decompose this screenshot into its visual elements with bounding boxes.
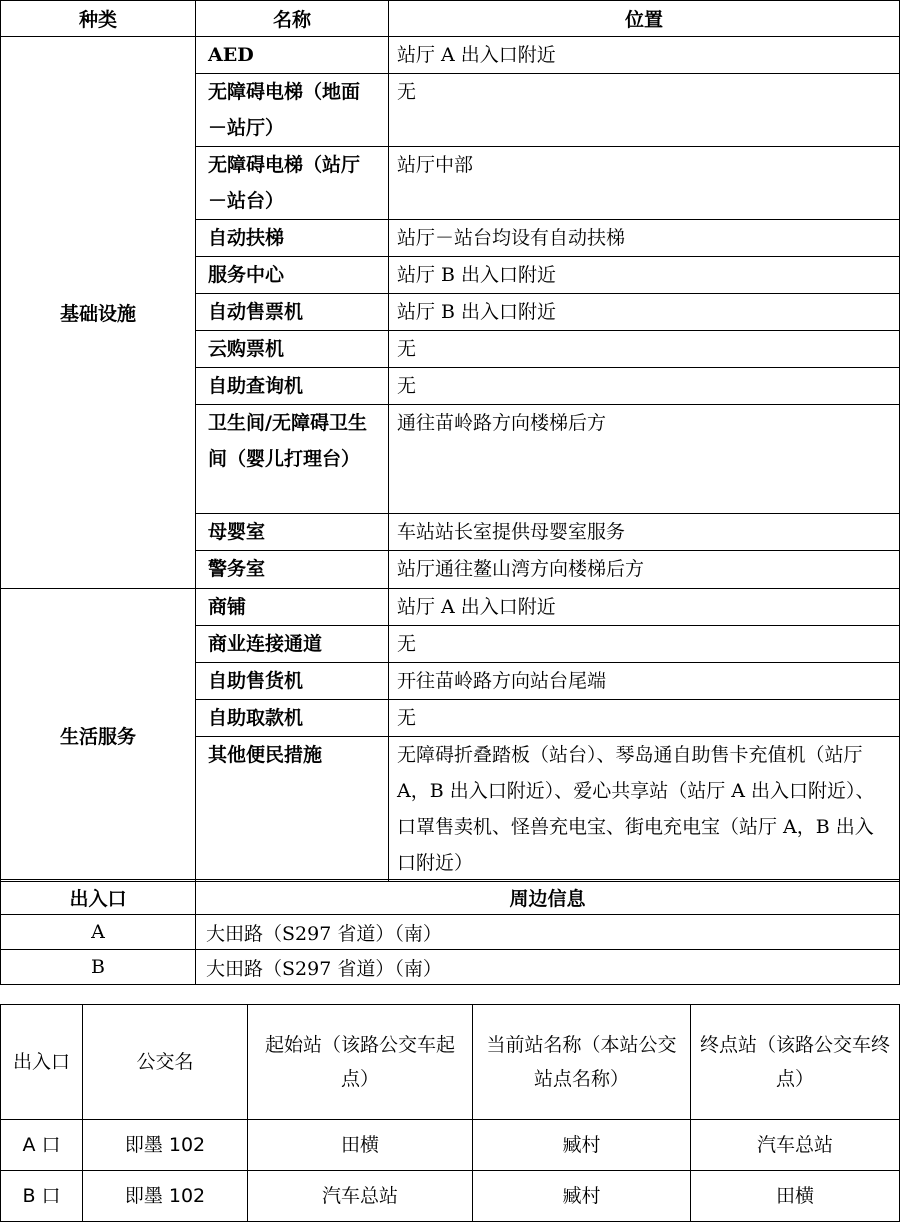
bus-table (0, 1004, 900, 1222)
exit-cell: A (1, 915, 196, 950)
facility-name: 服务中心 (196, 257, 389, 294)
table-row (1, 589, 900, 626)
facility-location: 站厅中部 (389, 147, 900, 220)
header-origin: 起始站（该路公交车起点） (248, 1005, 473, 1120)
facility-location: 站厅－站台均设有自动扶梯 (389, 220, 900, 257)
facility-location: 无 (389, 74, 900, 147)
facility-name: 商铺 (196, 589, 389, 626)
surroundings-cell: 大田路（S297 省道）（南） (196, 915, 900, 950)
facility-location: 站厅 B 出入口附近 (389, 294, 900, 331)
facility-name: 自助售货机 (196, 663, 389, 700)
facility-name: AED (196, 37, 389, 74)
facility-location: 站厅通往鳌山湾方向楼梯后方 (389, 551, 900, 589)
facility-name: 母婴室 (196, 514, 389, 551)
facility-location: 开往苗岭路方向站台尾端 (389, 663, 900, 700)
table-row (1, 1120, 900, 1171)
bus-origin-cell: 田横 (248, 1120, 473, 1171)
facility-location: 无障碍折叠踏板（站台）、琴岛通自助售卡充值机（站厅 A，B 出入口附近）、爱心共享站（站厅 A 出入口附近）、口罩售卖机、怪兽充电宝、街电充电宝（站厅 A，B 出入口附近） (389, 737, 900, 882)
bus-exit-cell: A 口 (1, 1120, 83, 1171)
header-terminal: 终点站（该路公交车终点） (691, 1005, 900, 1120)
bus-name-cell: 即墨 102 (83, 1120, 248, 1171)
facility-location: 无 (389, 700, 900, 737)
facility-name: 商业连接通道 (196, 626, 389, 663)
bus-terminal-cell: 汽车总站 (691, 1120, 900, 1171)
header-exit: 出入口 (1, 880, 196, 915)
facility-location: 站厅 A 出入口附近 (389, 589, 900, 626)
header-category: 种类 (1, 1, 196, 37)
table-row (1, 37, 900, 74)
facility-name: 卫生间/无障碍卫生间（婴儿打理台） (196, 405, 389, 514)
bus-exit-cell: B 口 (1, 1171, 83, 1222)
table-row (1, 950, 900, 985)
bus-header-row (1, 1005, 900, 1120)
facility-location: 无 (389, 331, 900, 368)
exits-header-row (1, 880, 900, 915)
facility-name: 云购票机 (196, 331, 389, 368)
category-cell: 生活服务 (1, 589, 196, 882)
facility-name: 警务室 (196, 551, 389, 589)
header-bus-name: 公交名 (83, 1005, 248, 1120)
facility-name: 无障碍电梯（地面－站厅） (196, 74, 389, 147)
facility-location: 通往苗岭路方向楼梯后方 (389, 405, 900, 514)
bus-current-cell: 臧村 (473, 1171, 691, 1222)
header-location: 位置 (389, 1, 900, 37)
header-current-stop: 当前站名称（本站公交站点名称） (473, 1005, 691, 1120)
bus-origin-cell: 汽车总站 (248, 1171, 473, 1222)
facility-location: 车站站长室提供母婴室服务 (389, 514, 900, 551)
table-row (1, 915, 900, 950)
header-name: 名称 (196, 1, 389, 37)
header-surroundings: 周边信息 (196, 880, 900, 915)
facility-location: 无 (389, 368, 900, 405)
facility-name: 自助取款机 (196, 700, 389, 737)
facility-location: 站厅 B 出入口附近 (389, 257, 900, 294)
facility-name: 自动扶梯 (196, 220, 389, 257)
table-row (1, 1171, 900, 1222)
facility-location: 站厅 A 出入口附近 (389, 37, 900, 74)
bus-terminal-cell: 田横 (691, 1171, 900, 1222)
bus-name-cell: 即墨 102 (83, 1171, 248, 1222)
exit-cell: B (1, 950, 196, 985)
surroundings-cell: 大田路（S297 省道）（南） (196, 950, 900, 985)
bus-current-cell: 臧村 (473, 1120, 691, 1171)
facility-name: 自动售票机 (196, 294, 389, 331)
facility-name: 其他便民措施 (196, 737, 389, 882)
facility-name: 无障碍电梯（站厅－站台） (196, 147, 389, 220)
exits-table (0, 879, 900, 985)
facility-location: 无 (389, 626, 900, 663)
header-exit: 出入口 (1, 1005, 83, 1120)
facilities-header-row (1, 1, 900, 37)
category-cell: 基础设施 (1, 37, 196, 589)
facility-name: 自助查询机 (196, 368, 389, 405)
